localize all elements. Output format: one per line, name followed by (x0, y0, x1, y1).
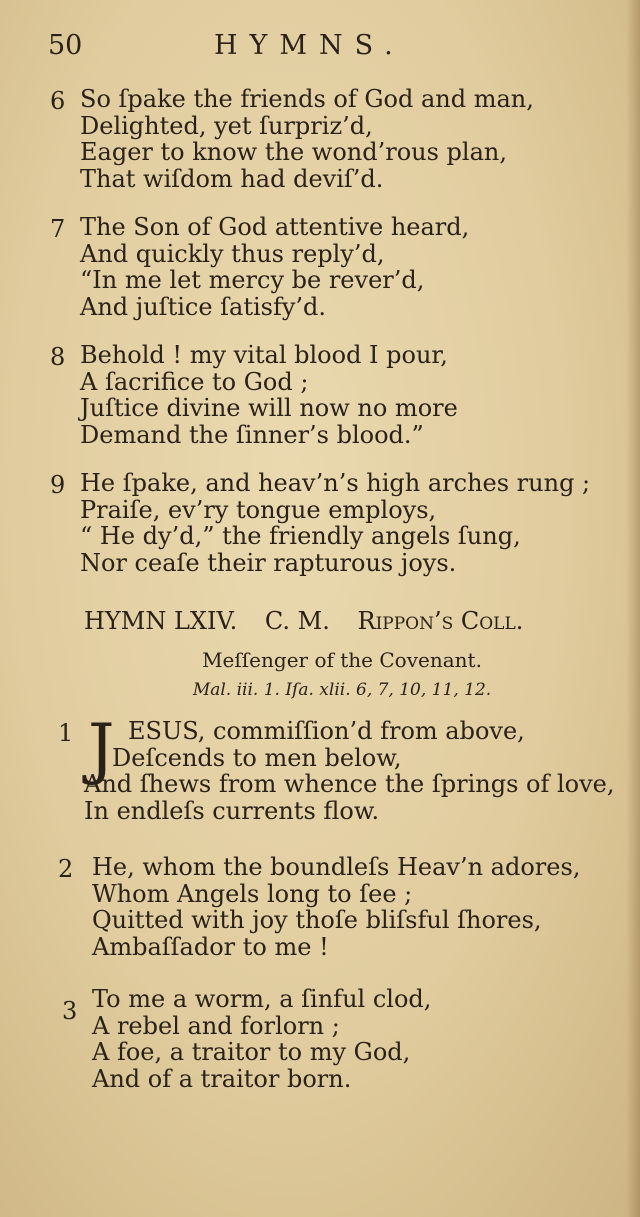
verse-line: Nor ceaſe their rapturous joys. (80, 548, 457, 577)
hymn-subject: Meſſenger of the Covenant. (202, 648, 482, 672)
stanza-number: 7 (50, 215, 66, 243)
verse-line: “In me let mercy be rever’d, (80, 266, 425, 294)
stanza-number: 1 (58, 719, 74, 747)
verse-line: And juſtice ſatisfy’d. (80, 292, 327, 321)
verse-line: That wiſdom had deviſ’d. (80, 164, 384, 193)
page-header (48, 28, 608, 72)
verse-line: Eager to know the wond’rous plan, (80, 138, 507, 166)
stanza-number: 8 (50, 343, 66, 371)
verse-line: To me a worm, a ſinful clod, (92, 985, 432, 1013)
verse-line: So ſpake the friends of God and man, (80, 85, 534, 113)
verse-line: Juſtice divine will now no more (80, 394, 458, 422)
hymn-stanza-2 (58, 854, 618, 960)
stanza-number: 6 (50, 87, 66, 115)
verse-line: Deſcends to men below, (112, 743, 402, 772)
verse-line: “ He dy’d,” the friendly angels ſung, (80, 522, 521, 550)
hymn-meter: C. M. (264, 607, 330, 635)
page-number: 50 (48, 30, 83, 61)
drop-cap: J (88, 710, 115, 787)
verse-line: The Son of God attentive heard, (80, 213, 470, 241)
stanza-6 (50, 86, 610, 192)
verse-line: He, whom the boundleſs Heav’n adores, (92, 853, 581, 881)
verse-line: ESUS, commiſſion’d from above, (128, 717, 525, 745)
verse-line: And quickly thus reply’d, (80, 239, 385, 268)
stanza-9 (50, 470, 610, 576)
running-head: HYMNS. (214, 30, 405, 61)
verse-line: Behold ! my vital blood I pour, (80, 341, 448, 369)
page-edge-shadow (626, 0, 640, 1217)
stanza-number: 3 (62, 997, 78, 1025)
verse-line: Ambaſſador to me ! (92, 932, 329, 961)
verse-line: In endleſs currents flow. (84, 796, 380, 825)
verse-line: Whom Angels long to ſee ; (92, 879, 413, 908)
stanza-7 (50, 214, 610, 320)
scripture-reference: Mal. iii. 1. Iſa. xlii. 6, 7, 10, 11, 12. (192, 680, 492, 700)
verse-line: A ſacrifice to God ; (80, 367, 309, 396)
hymn-heading (84, 607, 624, 635)
verse-line: And ſhews from whence the ſprings of love, (84, 770, 615, 798)
verse-line: Delighted, yet ſurpriz’d, (80, 111, 373, 140)
verse-line: Quitted with joy thoſe bliſsful ſhores, (92, 906, 542, 934)
verse-line: He ſpake, and heav’n’s high arches rung ; (80, 469, 591, 497)
verse-line: Demand the ſinner’s blood.” (80, 420, 424, 449)
hymn-stanza-3 (62, 986, 622, 1092)
stanza-number: 9 (50, 471, 66, 499)
hymn-source: Rippon’s Coll. (357, 607, 524, 635)
verse-line: Praiſe, ev’ry tongue employs, (80, 495, 437, 524)
hymn-title: HYMN LXIV. (84, 607, 238, 635)
verse-line: A foe, a traitor to my God, (92, 1038, 411, 1066)
hymn-stanza-1 (58, 710, 618, 825)
verse-line: A rebel and forlorn ; (92, 1011, 340, 1040)
stanza-8 (50, 342, 610, 448)
verse-line: And of a traitor born. (92, 1064, 352, 1093)
stanza-number: 2 (58, 855, 74, 883)
